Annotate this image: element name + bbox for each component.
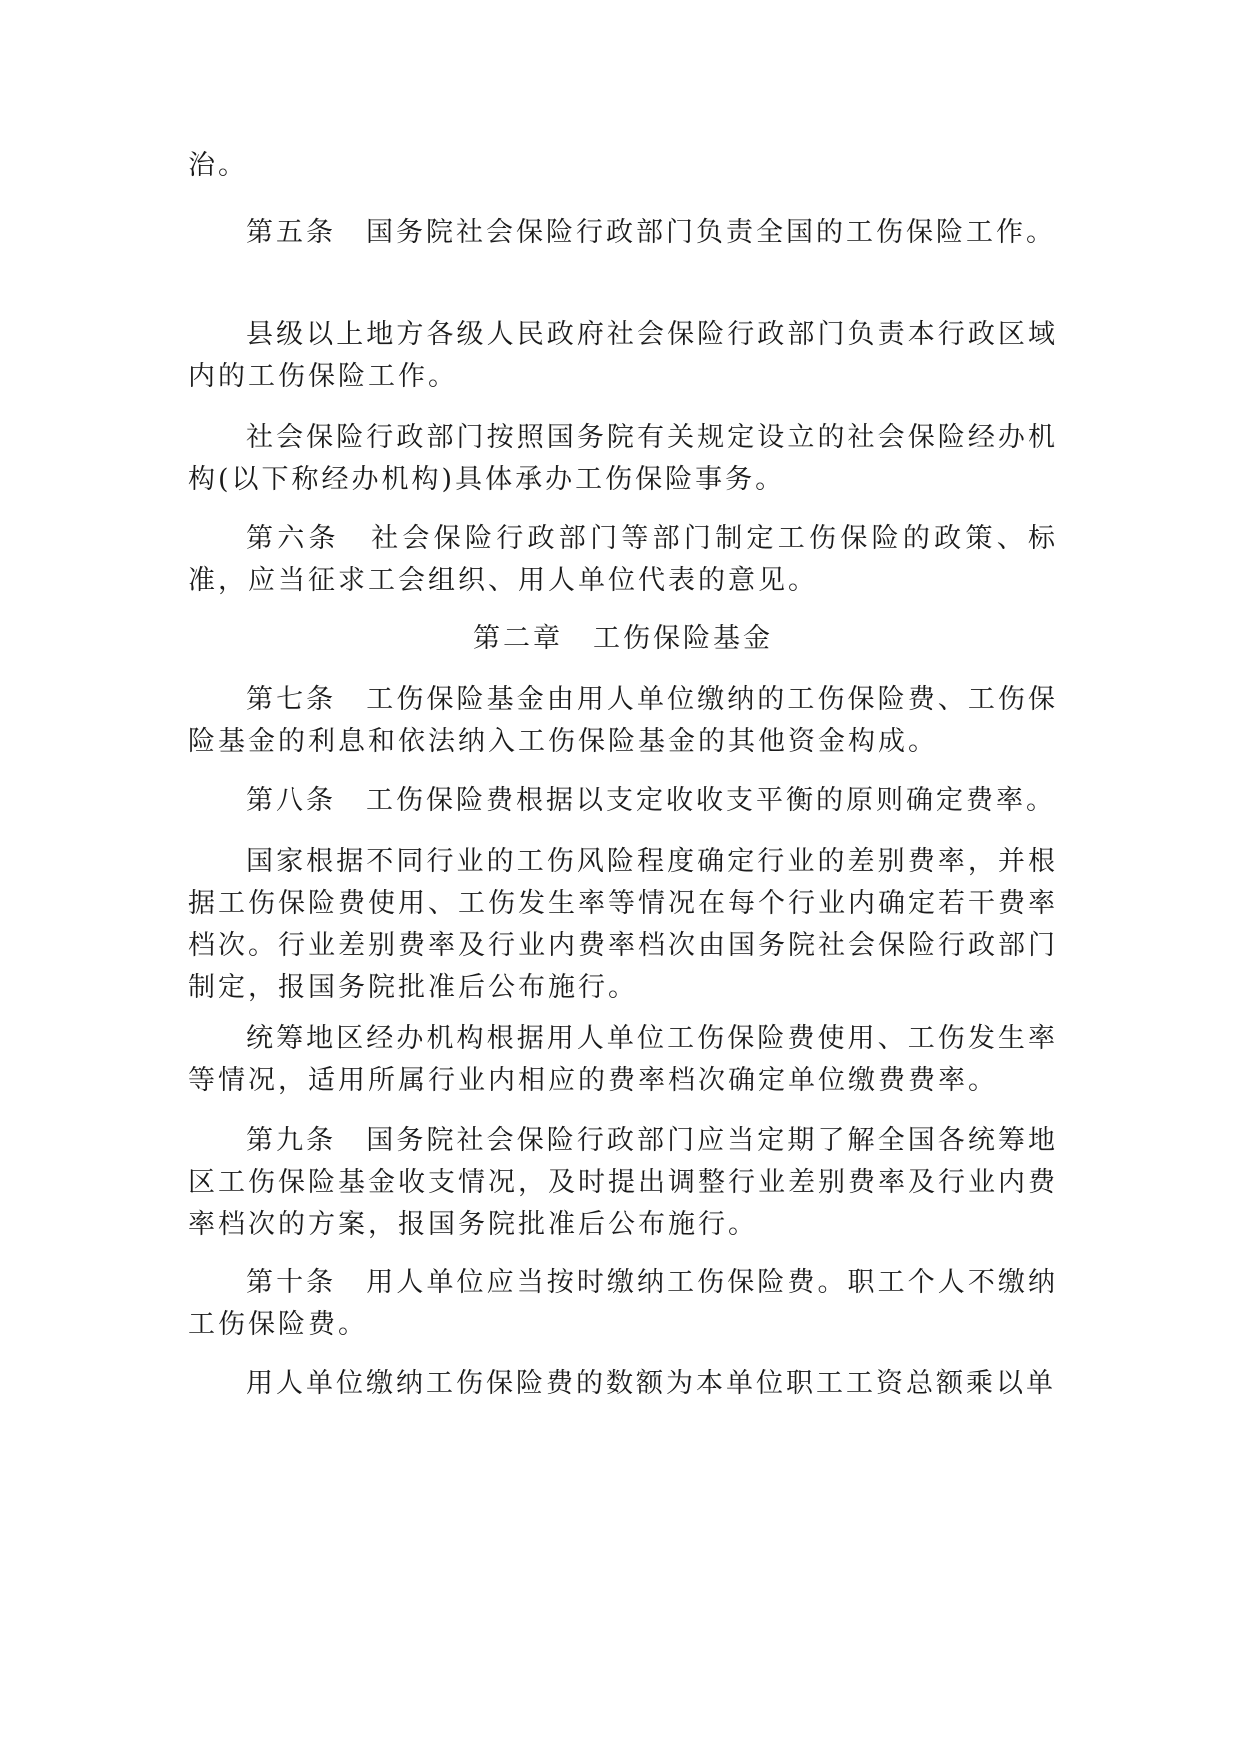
paragraph-amount — [188, 1363, 1058, 1405]
article-label: 第五条 — [246, 217, 336, 248]
paragraph-agency — [188, 417, 1058, 501]
article-10 — [188, 1262, 1058, 1346]
paragraph-text: 国家根据不同行业的工伤风险程度确定行业的差别费率，并根据工伤保险费使用、工伤发生率等情况在每个行业内确定若干费率档次。行业差别费率及行业内费率档次由国务院社会保险行政部门制定，报国务院批准后公布施行。 — [188, 846, 1058, 1003]
paragraph-text: 社会保险行政部门按照国务院有关规定设立的社会保险经办机构(以下称经办机构)具体承办工伤保险事务。 — [188, 422, 1058, 495]
paragraph-text: 县级以上地方各级人民政府社会保险行政部门负责本行政区域内的工伤保险工作。 — [188, 319, 1058, 392]
article-label: 第九条 — [246, 1125, 337, 1156]
article-5 — [188, 212, 1058, 254]
paragraph-unit-rate — [188, 1018, 1058, 1102]
paragraph-continuation — [188, 145, 1058, 187]
article-text: 工伤保险费根据以支定收收支平衡的原则确定费率。 — [366, 785, 1056, 816]
article-label: 第七条 — [246, 684, 337, 715]
chapter-title: 工伤保险基金 — [593, 623, 773, 654]
paragraph-text: 治。 — [188, 150, 248, 181]
article-label: 第六条 — [246, 523, 340, 554]
article-label: 第十条 — [246, 1267, 337, 1298]
paragraph-text: 用人单位缴纳工伤保险费的数额为本单位职工工资总额乘以单 — [246, 1368, 1056, 1399]
chapter-heading — [188, 618, 1058, 660]
paragraph-county-level — [188, 314, 1058, 398]
article-text: 社会保险行政部门等部门制定工伤保险的政策、标准，应当征求工会组织、用人单位代表的意见。 — [188, 523, 1059, 596]
chapter-label: 第二章 — [473, 623, 563, 654]
article-text: 用人单位应当按时缴纳工伤保险费。职工个人不缴纳工伤保险费。 — [188, 1267, 1059, 1340]
article-label: 第八条 — [246, 785, 336, 816]
paragraph-rates — [188, 841, 1058, 1009]
article-9 — [188, 1120, 1058, 1246]
article-8 — [188, 780, 1058, 822]
article-text: 工伤保险基金由用人单位缴纳的工伤保险费、工伤保险基金的利息和依法纳入工伤保险基金的其他资金构成。 — [188, 684, 1059, 757]
article-text: 国务院社会保险行政部门应当定期了解全国各统筹地区工伤保险基金收支情况，及时提出调整行业差别费率及行业内费率档次的方案，报国务院批准后公布施行。 — [188, 1125, 1059, 1240]
article-6 — [188, 518, 1058, 602]
paragraph-text: 统筹地区经办机构根据用人单位工伤保险费使用、工伤发生率等情况，适用所属行业内相应的费率档次确定单位缴费费率。 — [188, 1023, 1058, 1096]
article-7 — [188, 679, 1058, 763]
article-text: 国务院社会保险行政部门负责全国的工伤保险工作。 — [366, 217, 1056, 248]
